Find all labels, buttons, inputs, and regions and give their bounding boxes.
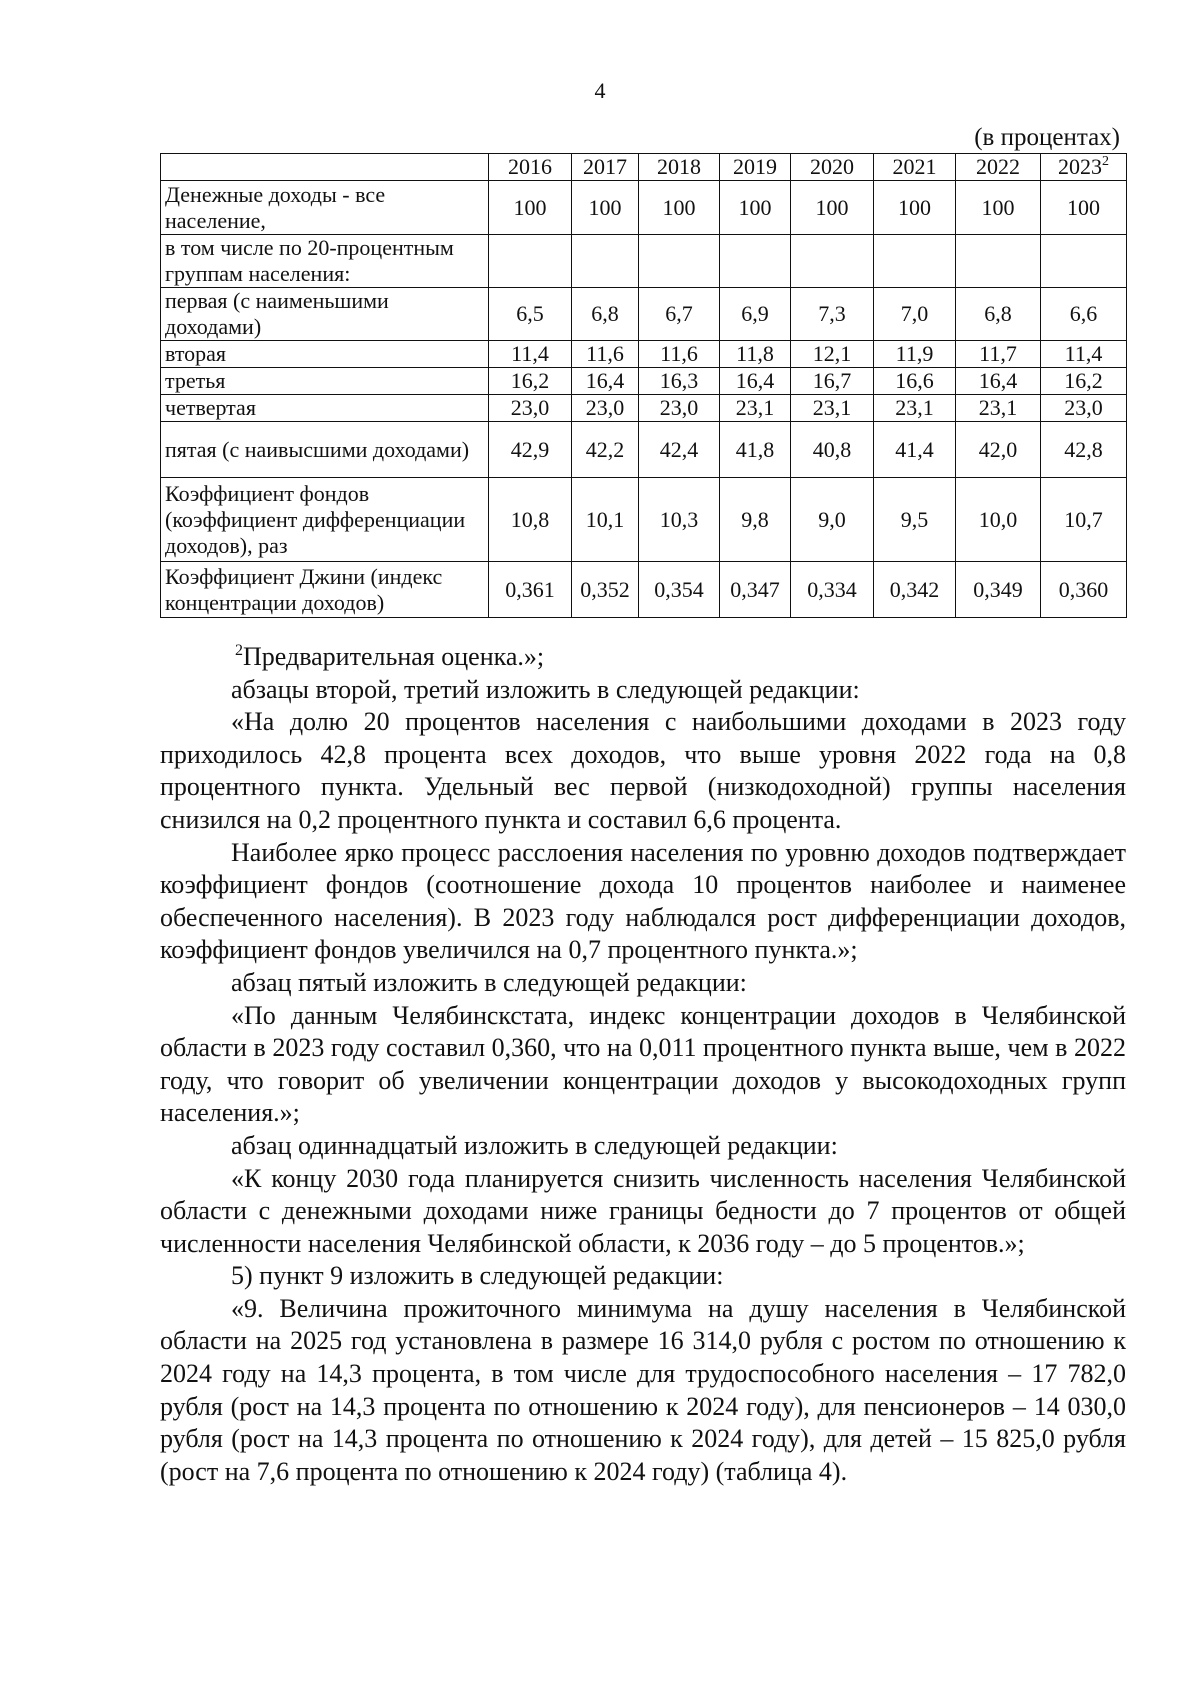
paragraph: абзац пятый изложить в следующей редакции: [231, 967, 747, 997]
value-cell: 100 [489, 181, 572, 235]
row-label: третья [161, 368, 489, 395]
value-cell: 11,7 [956, 341, 1041, 368]
value-cell: 0,342 [874, 562, 956, 618]
value-cell: 10,3 [639, 478, 720, 562]
value-cell [1041, 235, 1127, 288]
value-cell: 100 [639, 181, 720, 235]
value-cell: 6,8 [956, 288, 1041, 341]
value-cell: 16,4 [956, 368, 1041, 395]
value-cell: 7,0 [874, 288, 956, 341]
row-label: первая (с наименьшими доходами) [161, 288, 489, 341]
header-year-2017 [572, 154, 639, 181]
value-cell: 0,349 [956, 562, 1041, 618]
value-cell: 23,1 [720, 395, 791, 422]
paragraph: Наиболее ярко процесс расслоения населения по уровню доходов подтверждает коэффициент фондов (соотношение дохода 10 процентов наиболее и наименее обеспеченного населения). В 2023 году наблюдался рост дифференциации доходов, коэффициент фондов увеличился на 0,7 процентного пункта.»; [160, 837, 1126, 965]
footnote [160, 641, 1126, 674]
table-row [161, 478, 1127, 562]
table-row [161, 368, 1127, 395]
footnote-mark: 2 [235, 642, 243, 659]
header-year-text: 2023 [1058, 154, 1102, 179]
value-cell: 16,4 [720, 368, 791, 395]
value-cell: 16,2 [489, 368, 572, 395]
row-label: четвертая [161, 395, 489, 422]
value-cell: 7,3 [791, 288, 874, 341]
value-cell [874, 235, 956, 288]
value-cell: 12,1 [791, 341, 874, 368]
value-cell: 0,347 [720, 562, 791, 618]
header-year-2016 [489, 154, 572, 181]
header-year-text: 2017 [583, 154, 627, 179]
row-label: Коэффициент Джини (индекс концентрации доходов) [161, 562, 489, 618]
value-cell: 11,4 [1041, 341, 1127, 368]
value-cell: 6,6 [1041, 288, 1127, 341]
value-cell: 23,0 [639, 395, 720, 422]
value-cell: 16,4 [572, 368, 639, 395]
value-cell: 100 [956, 181, 1041, 235]
header-year-text: 2020 [810, 154, 854, 179]
table-row [161, 562, 1127, 618]
footnote-text: Предварительная оценка.»; [243, 642, 545, 671]
table-row [161, 422, 1127, 478]
value-cell: 9,8 [720, 478, 791, 562]
value-cell: 41,8 [720, 422, 791, 478]
value-cell: 40,8 [791, 422, 874, 478]
header-year-text: 2021 [892, 154, 937, 179]
header-year-2019 [720, 154, 791, 181]
header-year-2023 [1041, 154, 1127, 181]
value-cell: 6,9 [720, 288, 791, 341]
value-cell: 11,6 [572, 341, 639, 368]
value-cell: 10,1 [572, 478, 639, 562]
value-cell [720, 235, 791, 288]
table-row [161, 395, 1127, 422]
header-year-text: 2019 [733, 154, 777, 179]
value-cell: 100 [874, 181, 956, 235]
value-cell: 10,8 [489, 478, 572, 562]
value-cell: 9,0 [791, 478, 874, 562]
page-number: 4 [594, 78, 606, 103]
value-cell: 23,1 [791, 395, 874, 422]
header-year-2021 [874, 154, 956, 181]
value-cell [639, 235, 720, 288]
value-cell: 11,8 [720, 341, 791, 368]
header-year-text: 2016 [508, 154, 552, 179]
value-cell [572, 235, 639, 288]
value-cell: 41,4 [874, 422, 956, 478]
value-cell: 10,7 [1041, 478, 1127, 562]
header-corner-cell [161, 154, 489, 181]
paragraph: «На долю 20 процентов населения с наибольшими доходами в 2023 году приходилось 42,8 процента всех доходов, что выше уровня 2022 года на 0,8 процентного пункта. Удельный вес первой (низкодоходной) группы населения снизился на 0,2 процентного пункта и составил 6,6 процента. [160, 707, 1126, 834]
value-cell: 16,2 [1041, 368, 1127, 395]
value-cell: 11,6 [639, 341, 720, 368]
header-year-footnote-mark: 2 [1102, 154, 1109, 169]
value-cell: 23,0 [572, 395, 639, 422]
row-label: вторая [161, 341, 489, 368]
table-row [161, 181, 1127, 235]
header-year-2020 [791, 154, 874, 181]
paragraph: 5) пункт 9 изложить в следующей редакции: [231, 1261, 724, 1291]
value-cell: 0,360 [1041, 562, 1127, 618]
value-cell: 23,0 [489, 395, 572, 422]
header-year-text: 2018 [657, 154, 701, 179]
value-cell: 11,4 [489, 341, 572, 368]
value-cell: 9,5 [874, 478, 956, 562]
value-cell: 16,3 [639, 368, 720, 395]
value-cell: 23,1 [874, 395, 956, 422]
value-cell: 6,5 [489, 288, 572, 341]
value-cell: 0,334 [791, 562, 874, 618]
value-cell: 0,354 [639, 562, 720, 618]
value-cell: 6,8 [572, 288, 639, 341]
value-cell: 100 [720, 181, 791, 235]
value-cell: 42,9 [489, 422, 572, 478]
value-cell: 16,7 [791, 368, 874, 395]
value-cell: 100 [572, 181, 639, 235]
value-cell: 42,8 [1041, 422, 1127, 478]
value-cell: 100 [1041, 181, 1127, 235]
value-cell: 42,4 [639, 422, 720, 478]
value-cell: 11,9 [874, 341, 956, 368]
paragraph: абзац одиннадцатый изложить в следующей редакции: [231, 1130, 838, 1160]
paragraph: «По данным Челябинскстата, индекс концентрации доходов в Челябинской области в 2023 году составил 0,360, что на 0,011 процентного пункта выше, чем в 2022 году, что говорит об увеличении концентрации доходов у высокодоходных групп населения.»; [160, 1000, 1126, 1128]
paragraphs [160, 674, 1126, 1489]
header-year-2022 [956, 154, 1041, 181]
table-row [161, 341, 1127, 368]
row-label: пятая (с наивысшими доходами) [161, 422, 489, 478]
value-cell: 42,2 [572, 422, 639, 478]
header-year-text: 2022 [976, 154, 1020, 179]
value-cell: 42,0 [956, 422, 1041, 478]
value-cell: 0,352 [572, 562, 639, 618]
value-cell: 6,7 [639, 288, 720, 341]
row-label: в том числе по 20-процентным группам населения: [161, 235, 489, 288]
value-cell: 16,6 [874, 368, 956, 395]
row-label: Денежные доходы - все население, [161, 181, 489, 235]
paragraph: «К концу 2030 года планируется снизить численность населения Челябинской области с денежными доходами ниже границы бедности до 7 процентов от общей численности населения Челябинской области, к 2036 году – до 5 процентов.»; [160, 1163, 1126, 1258]
value-cell [956, 235, 1041, 288]
header-year-2018 [639, 154, 720, 181]
value-cell: 10,0 [956, 478, 1041, 562]
table-header-row [161, 154, 1127, 181]
table-row [161, 288, 1127, 341]
paragraph: абзацы второй, третий изложить в следующей редакции: [231, 674, 860, 704]
table-row [161, 235, 1127, 288]
value-cell: 23,0 [1041, 395, 1127, 422]
value-cell [489, 235, 572, 288]
row-label: Коэффициент фондов (коэффициент дифференциации доходов), раз [161, 478, 489, 562]
document-body [160, 641, 1126, 1488]
table-units-caption: (в процентах) [974, 124, 1120, 151]
value-cell: 23,1 [956, 395, 1041, 422]
income-distribution-table [160, 153, 1127, 618]
value-cell: 0,361 [489, 562, 572, 618]
paragraph: «9. Величина прожиточного минимума на душу населения в Челябинской области на 2025 год установлена в размере 16 314,0 рубля с ростом по отношению к 2024 году на 14,3 процента, в том числе для трудоспособного населения – 17 782,0 рубля (рост на 14,3 процента по отношению к 2024 году), для пенсионеров – 14 030,0 рубля (рост на 14,3 процента по отношению к 2024 году), для детей – 15 825,0 рубля (рост на 7,6 процента по отношению к 2024 году) (таблица 4). [160, 1293, 1126, 1486]
value-cell: 100 [791, 181, 874, 235]
value-cell [791, 235, 874, 288]
